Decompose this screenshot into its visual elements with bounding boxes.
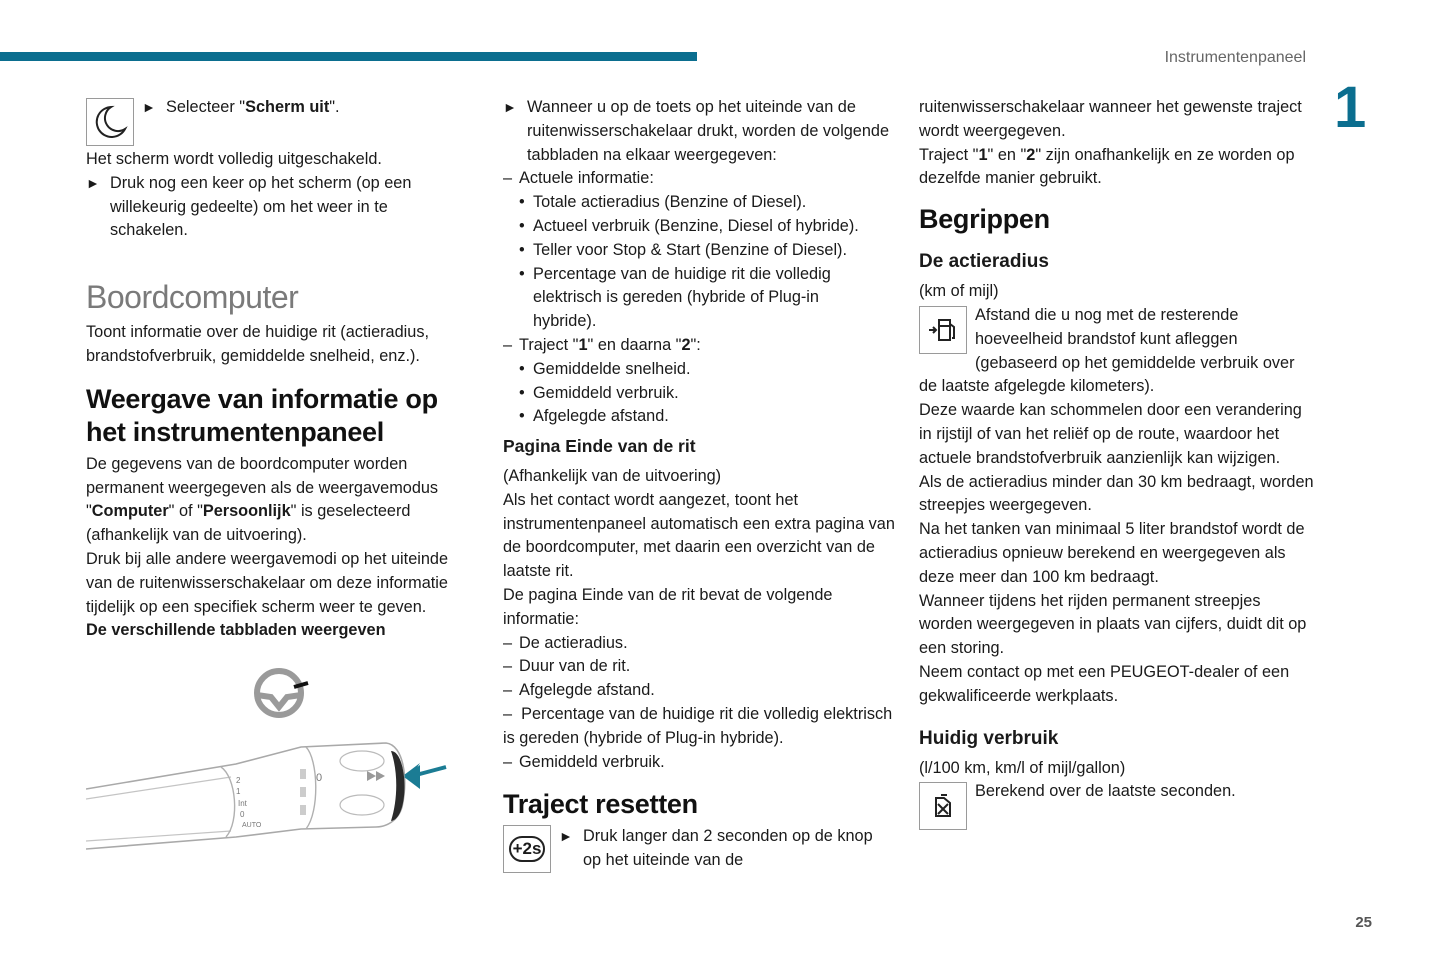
list-item-einde: – Gemiddeld verbruik. bbox=[503, 752, 665, 771]
heading-huidig-verbruik: Huidig verbruik bbox=[919, 727, 1059, 749]
paragraph-boordcomputer: Toont informatie over de huidige rit (actieradius, brandstofverbruik, gemiddelde snelheid, enz.). bbox=[86, 323, 429, 365]
stalk-label-0-ring: 0 bbox=[316, 772, 323, 785]
page-number: 25 bbox=[1355, 914, 1372, 931]
paragraph-einde-1: (Afhankelijk van de uitvoering) bbox=[503, 466, 722, 485]
paragraph-actieradius-5: Wanneer tijdens het rijden permanent streepjes worden weergegeven in plaats van cijfers, duidt dit op een storing. bbox=[919, 591, 1307, 658]
header-accent-bar bbox=[0, 52, 697, 61]
bullet-item: • Gemiddelde snelheid. bbox=[519, 359, 691, 378]
step-arrow-icon: ► bbox=[559, 828, 573, 845]
bullet-item: • Afgelegde afstand. bbox=[519, 407, 669, 426]
list-item-einde: – Afgelegde afstand. bbox=[503, 681, 655, 700]
unit-verbruik: (l/100 km, km/l of mijl/gallon) bbox=[919, 758, 1126, 777]
column-1 bbox=[86, 96, 466, 859]
list-item-einde: – De actieradius. bbox=[503, 633, 628, 652]
step-select-screen-off: ► Selecteer "Scherm uit". bbox=[142, 96, 466, 120]
moon-icon bbox=[86, 98, 134, 146]
stalk-label-2: 2 bbox=[236, 776, 241, 786]
paragraph-traject-independent: Traject "1" en "2" zijn onafhankelijk en ze worden op dezelfde manier gebruikt. bbox=[919, 145, 1295, 188]
heading-einde-rit: Pagina Einde van de rit bbox=[503, 436, 696, 457]
stalk-label-auto: AUTO bbox=[242, 822, 262, 830]
fuel-range-icon bbox=[919, 306, 967, 354]
wiper-stalk-illustration bbox=[86, 659, 466, 859]
paragraph-verbruik: Berekend over de laatste seconden. bbox=[975, 782, 1236, 801]
list-item-einde: – Percentage van de huidige rit die volledig elektrisch is gereden (hybride of Plug-in hybride). bbox=[503, 704, 893, 747]
bullet-item: • Teller voor Stop & Start (Benzine of Diesel). bbox=[519, 240, 848, 259]
paragraph-weergave: De gegevens van de boordcomputer worden permanent weergegeven als de weergavemodus "Computer" of "Persoonlijk" is geselecteerd (afhankelijk van de uitvoering). bbox=[86, 454, 439, 545]
heading-boordcomputer: Boordcomputer bbox=[86, 279, 299, 316]
step-resetten: ► Druk langer dan 2 seconden op de knop op het uiteinde van de bbox=[559, 827, 873, 870]
list-item-actueel: – Actuele informatie: bbox=[503, 169, 654, 188]
unit-actieradius: (km of mijl) bbox=[919, 282, 999, 301]
paragraph-einde-3: De pagina Einde van de rit bevat de volgende informatie: bbox=[503, 585, 833, 628]
step-screen-on: ► Druk nog een keer op het scherm (op een willekeurig gedeelte) om het weer in te schakelen. bbox=[86, 173, 412, 240]
stalk-label-1: 1 bbox=[236, 787, 241, 797]
column-2 bbox=[503, 96, 895, 875]
list-item-traject: – Traject "1" en daarna "2": bbox=[503, 335, 701, 354]
heading-tabbladen: De verschillende tabbladen weergeven bbox=[86, 621, 386, 640]
bullet-item: • Actueel verbruik (Benzine, Diesel of hybride). bbox=[519, 216, 859, 235]
heading-traject-resetten: Traject resetten bbox=[503, 789, 698, 820]
paragraph-actieradius-2: Deze waarde kan schommelen door een verandering in rijstijl of van het reliëf op de route, waardoor het actuele brandstofverbruik aanzienlijk kan wijzigen. bbox=[919, 401, 1302, 467]
heading-actieradius: De actieradius bbox=[919, 251, 1049, 273]
paragraph-actieradius-4: Na het tanken van minimaal 5 liter brandstof wordt de actieradius opnieuw berekend en weergegeven als deze meer dan 100 km bedraagt. bbox=[919, 520, 1305, 586]
paragraph-actieradius-6: Neem contact op met een PEUGEOT-dealer of een gekwalificeerde werkplaats. bbox=[919, 662, 1290, 705]
paragraph-druk: Druk bij alle andere weergavemodi op het uiteinde van de ruitenwisserschakelaar om deze informatie tijdelijk op een specifiek scherm weer te geven. bbox=[86, 549, 449, 616]
fuel-consumption-icon bbox=[919, 782, 967, 830]
press-2s-icon: +2s bbox=[503, 825, 551, 873]
stalk-label-int: Int bbox=[238, 799, 247, 809]
heading-begrippen: Begrippen bbox=[919, 204, 1050, 235]
heading-weergave: Weergave van informatie op het instrumentenpaneel bbox=[86, 383, 438, 447]
steering-wheel-icon bbox=[257, 671, 308, 715]
step-arrow-icon: ► bbox=[142, 99, 156, 115]
paragraph-actieradius-1: Afstand die u nog met de resterende hoeveelheid brandstof kunt afleggen (gebaseerd op het gemiddelde verbruik over de laatste afgelegde kilometers). bbox=[919, 305, 1295, 396]
running-header: Instrumentenpaneel bbox=[1164, 49, 1306, 66]
step-arrow-icon: ► bbox=[86, 174, 100, 191]
step-arrow-icon: ► bbox=[503, 99, 517, 115]
bullet-item: • Percentage van de huidige rit die volledig elektrisch is gereden (hybride of Plug-in hybride). bbox=[519, 264, 831, 331]
paragraph-einde-2: Als het contact wordt aangezet, toont het instrumentenpaneel automatisch een extra pagina van de boordcomputer, met daarin een overzicht van de laatste rit. bbox=[503, 490, 895, 581]
step-tabbladen-intro: ► Wanneer u op de toets op het uiteinde van de ruitenwisserschakelaar drukt, worden de volgende tabbladen na elkaar weergegeven: bbox=[503, 98, 890, 164]
bullet-item: • Gemiddeld verbruik. bbox=[519, 383, 679, 402]
paragraph-actieradius-3: Als de actieradius minder dan 30 km bedraagt, worden streepjes weergegeven. bbox=[919, 472, 1314, 515]
column-3 bbox=[919, 96, 1314, 832]
stalk-label-0: 0 bbox=[240, 810, 245, 820]
list-item-einde: – Duur van de rit. bbox=[503, 657, 631, 676]
paragraph-screen-off: Het scherm wordt volledig uitgeschakeld. bbox=[86, 150, 382, 168]
bullet-item: • Totale actieradius (Benzine of Diesel). bbox=[519, 193, 807, 212]
chapter-number: 1 bbox=[1334, 75, 1367, 140]
paragraph-continued: ruitenwisserschakelaar wanneer het gewenste traject wordt weergegeven. bbox=[919, 98, 1302, 140]
